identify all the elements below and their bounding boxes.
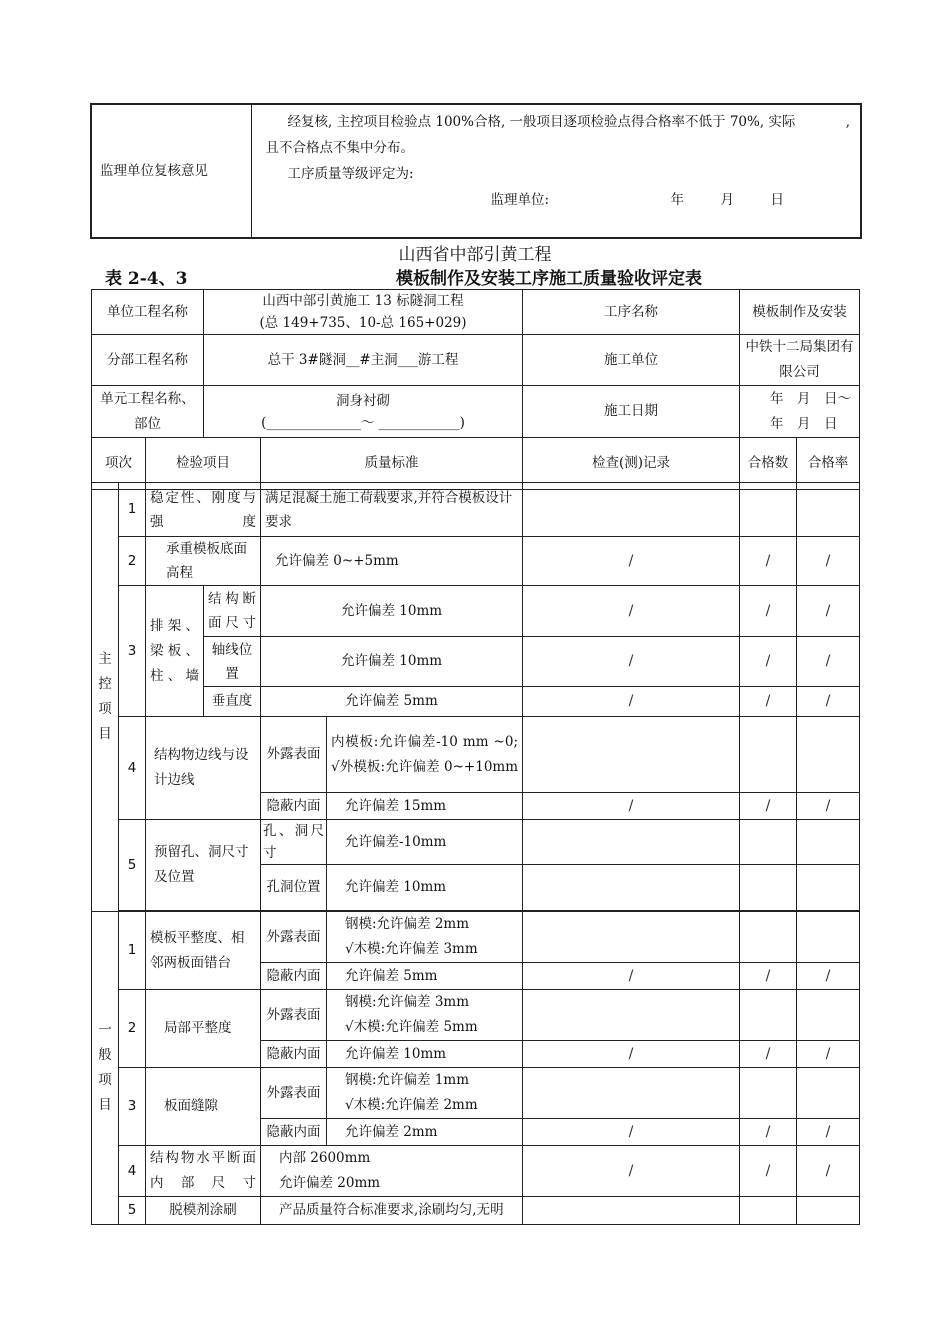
col-item-no: 项次 bbox=[92, 438, 146, 490]
col-record: 检查(测)记录 bbox=[523, 438, 740, 490]
mc-3-sub-3-rate: / bbox=[797, 687, 860, 717]
mc-4-sub-1-record bbox=[523, 717, 740, 793]
mc-1-rate bbox=[797, 483, 860, 537]
review-line3: 工序质量等级评定为: bbox=[287, 166, 414, 182]
unit-project-value bbox=[204, 290, 523, 335]
mc-2-no: 2 bbox=[119, 537, 146, 586]
gi-1-sub-1-rate bbox=[797, 912, 860, 963]
mc-5-sub-2-rate bbox=[797, 865, 860, 911]
mc-5-sub-1-count bbox=[740, 820, 797, 865]
mc-2-item: 承重模板底面高程 bbox=[146, 537, 261, 586]
col-quality-standard: 质量标准 bbox=[261, 438, 523, 490]
gi-2-no: 2 bbox=[119, 990, 146, 1068]
gi-5-count bbox=[740, 1197, 797, 1225]
gi-2-sub-2-name: 隐蔽内面 bbox=[261, 1041, 327, 1068]
gi-3-sub-1-count bbox=[740, 1068, 797, 1119]
gi-4-count: / bbox=[740, 1146, 797, 1197]
gi-2-item: 局部平整度 bbox=[146, 990, 261, 1068]
gi-5-record bbox=[523, 1197, 740, 1225]
contractor-value: 中铁十二局集团有限公司 bbox=[740, 335, 860, 386]
review-month: 月 bbox=[720, 192, 734, 208]
mc-1-standard: 满足混凝土施工荷载要求,并符合模板设计要求 bbox=[261, 483, 523, 537]
gi-2-sub-1-rate bbox=[797, 990, 860, 1041]
table-code: 表 2-4、3 bbox=[105, 269, 188, 289]
gi-3-sub-1-name: 外露表面 bbox=[261, 1068, 327, 1119]
gi-1-sub-2-standard: 允许偏差 5mm bbox=[327, 963, 523, 990]
mc-3-sub-1-count: / bbox=[740, 586, 797, 637]
table-row bbox=[92, 717, 860, 793]
mc-1-item: 稳定性、刚度与强度 bbox=[146, 483, 261, 537]
gi-3-sub-1-standard: 钢模:允许偏差 1mm √木模:允许偏差 2mm bbox=[327, 1068, 523, 1119]
mc-5-sub-1-rate bbox=[797, 820, 860, 865]
review-content bbox=[251, 104, 861, 238]
gi-4-no: 4 bbox=[119, 1146, 146, 1197]
mc-3-sub-2-standard: 允许偏差 10mm bbox=[261, 637, 523, 687]
mc-3-sub-1-name: 结构断面尺寸 bbox=[204, 586, 261, 637]
gi-1-no: 1 bbox=[119, 912, 146, 990]
gi-1-sub-1-record bbox=[523, 912, 740, 963]
mc-4-sub-2-standard: 允许偏差 15mm bbox=[327, 793, 523, 820]
project-title: 山西省中部引黄工程 bbox=[398, 245, 552, 265]
mc-5-sub-2-standard: 允许偏差 10mm bbox=[327, 865, 523, 911]
gi-5-item: 脱模剂涂刷 bbox=[146, 1197, 261, 1225]
mc-4-sub-1-count bbox=[740, 717, 797, 793]
division-label: 分部工程名称 bbox=[92, 335, 204, 386]
mc-5-sub-2-count bbox=[740, 865, 797, 911]
review-label: 监理单位复核意见 bbox=[91, 104, 251, 238]
table-row bbox=[92, 990, 860, 1041]
info-row-division bbox=[92, 335, 860, 386]
gi-3-sub-1-record bbox=[523, 1068, 740, 1119]
mc-2-record: / bbox=[523, 537, 740, 586]
general-group-label: 一 般 项 目 bbox=[92, 912, 119, 1225]
gi-2-sub-1-record bbox=[523, 990, 740, 1041]
mc-3-sub-2-rate: / bbox=[797, 637, 860, 687]
gi-1-sub-1-name: 外露表面 bbox=[261, 912, 327, 963]
mc-2-count: / bbox=[740, 537, 797, 586]
review-line2: 且不合格点不集中分布。 bbox=[265, 140, 414, 156]
main-control-group-label: 主 控 项 目 bbox=[92, 483, 119, 912]
mc-3-sub-2-name: 轴线位置 bbox=[204, 637, 261, 687]
mc-5-sub-2-record bbox=[523, 865, 740, 911]
col-qualified-count: 合格数 bbox=[740, 438, 797, 490]
mc-3-sub-2-record: / bbox=[523, 637, 740, 687]
gi-3-item: 板面缝隙 bbox=[146, 1068, 261, 1146]
date-label: 施工日期 bbox=[523, 386, 740, 438]
mc-5-sub-1-standard: 允许偏差-10mm bbox=[327, 820, 523, 865]
element-label: 单元工程名称、部位 bbox=[92, 386, 204, 438]
gi-3-no: 3 bbox=[119, 1068, 146, 1146]
mc-4-sub-2-rate: / bbox=[797, 793, 860, 820]
unit-project-value-1: 山西中部引黄施工 13 标隧洞工程 bbox=[262, 293, 464, 309]
element-value-2: (______________～ ____________) bbox=[261, 414, 465, 431]
table-row bbox=[92, 1197, 860, 1225]
review-year: 年 bbox=[670, 192, 684, 208]
contractor-label: 施工单位 bbox=[523, 335, 740, 386]
gi-1-sub-2-name: 隐蔽内面 bbox=[261, 963, 327, 990]
element-value bbox=[204, 386, 523, 438]
mc-5-sub-1-record bbox=[523, 820, 740, 865]
element-value-1: 洞身衬砌 bbox=[336, 392, 390, 409]
gi-1-sub-2-rate: / bbox=[797, 963, 860, 990]
mc-4-sub-1-name: 外露表面 bbox=[261, 717, 327, 793]
gi-5-no: 5 bbox=[119, 1197, 146, 1225]
mc-4-item: 结构物边线与设计边线 bbox=[146, 717, 261, 820]
date-value: 年 月 日～ 年 月 日 bbox=[740, 386, 860, 438]
mc-4-sub-1-standard: 内模板:允许偏差-10 mm ~0;√外模板:允许偏差 0~+10mm bbox=[327, 717, 523, 793]
mc-1-record bbox=[523, 483, 740, 537]
process-name-value: 模板制作及安装 bbox=[740, 290, 860, 335]
gi-2-sub-2-count: / bbox=[740, 1041, 797, 1068]
gi-3-sub-2-standard: 允许偏差 2mm bbox=[327, 1119, 523, 1146]
mc-3-sub-1-standard: 允许偏差 10mm bbox=[261, 586, 523, 637]
col-pass-rate: 合格率 bbox=[797, 438, 860, 490]
process-name-label: 工序名称 bbox=[523, 290, 740, 335]
mc-1-no: 1 bbox=[119, 483, 146, 537]
review-sign-label: 监理单位: bbox=[490, 192, 550, 208]
table-row bbox=[92, 912, 860, 963]
inspection-body-table bbox=[91, 482, 860, 1225]
table-row bbox=[92, 483, 860, 537]
gi-2-sub-2-rate: / bbox=[797, 1041, 860, 1068]
mc-3-sub-3-name: 垂直度 bbox=[204, 687, 261, 717]
gi-4-standard: 内部 2600mm 允许偏差 20mm bbox=[261, 1146, 523, 1197]
table-row bbox=[92, 586, 860, 637]
gi-3-sub-2-rate: / bbox=[797, 1119, 860, 1146]
mc-5-item: 预留孔、洞尺寸及位置 bbox=[146, 820, 261, 911]
supervision-review-table bbox=[90, 103, 862, 239]
review-line1: 经复核, 主控项目检验点 100%合格, 一般项目逐项检验点得合格率不低于 70%, 实际 bbox=[287, 114, 796, 130]
unit-project-value-2: (总 149+735、10-总 165+029) bbox=[259, 315, 467, 331]
mc-4-no: 4 bbox=[119, 717, 146, 820]
inspection-table bbox=[91, 289, 865, 490]
gi-2-sub-1-count bbox=[740, 990, 797, 1041]
gi-5-rate bbox=[797, 1197, 860, 1225]
gi-2-sub-2-standard: 允许偏差 10mm bbox=[327, 1041, 523, 1068]
gi-2-sub-1-name: 外露表面 bbox=[261, 990, 327, 1041]
mc-1-count bbox=[740, 483, 797, 537]
mc-3-no: 3 bbox=[119, 586, 146, 717]
gi-2-sub-2-record: / bbox=[523, 1041, 740, 1068]
table-row bbox=[92, 820, 860, 865]
mc-4-sub-2-name: 隐蔽内面 bbox=[261, 793, 327, 820]
gi-3-sub-1-rate bbox=[797, 1068, 860, 1119]
review-line1-end: , bbox=[845, 114, 850, 130]
division-value: 总干 3#隧洞__#主洞___游工程 bbox=[204, 335, 523, 386]
mc-3-sub-3-count: / bbox=[740, 687, 797, 717]
mc-5-no: 5 bbox=[119, 820, 146, 911]
gi-1-sub-1-standard: 钢模:允许偏差 2mm √木模:允许偏差 3mm bbox=[327, 912, 523, 963]
mc-2-rate: / bbox=[797, 537, 860, 586]
mc-3-sub-1-rate: / bbox=[797, 586, 860, 637]
table-title: 模板制作及安装工序施工质量验收评定表 bbox=[396, 269, 702, 289]
table-row bbox=[92, 1068, 860, 1119]
mc-4-sub-1-rate bbox=[797, 717, 860, 793]
unit-project-label: 单位工程名称 bbox=[92, 290, 204, 335]
mc-3-item: 排架、梁板、柱、墙 bbox=[146, 586, 204, 717]
gi-1-item: 模板平整度、相邻两板面错台 bbox=[146, 912, 261, 990]
info-row-unit bbox=[92, 290, 860, 335]
table-row bbox=[92, 1146, 860, 1197]
gi-1-sub-2-count: / bbox=[740, 963, 797, 990]
table-row bbox=[92, 537, 860, 586]
gi-3-sub-2-name: 隐蔽内面 bbox=[261, 1119, 327, 1146]
gi-3-sub-2-record: / bbox=[523, 1119, 740, 1146]
mc-4-sub-2-record: / bbox=[523, 793, 740, 820]
mc-5-sub-2-name: 孔洞位置 bbox=[261, 865, 327, 911]
gi-4-record: / bbox=[523, 1146, 740, 1197]
mc-3-sub-3-record: / bbox=[523, 687, 740, 717]
mc-3-sub-1-record: / bbox=[523, 586, 740, 637]
info-row-element bbox=[92, 386, 860, 438]
mc-2-standard: 允许偏差 0~+5mm bbox=[261, 537, 523, 586]
gi-4-item: 结构物水平断面内部尺寸 bbox=[146, 1146, 261, 1197]
gi-1-sub-2-record: / bbox=[523, 963, 740, 990]
table-row bbox=[92, 637, 860, 687]
col-inspection-item: 检验项目 bbox=[146, 438, 261, 490]
mc-4-sub-2-count: / bbox=[740, 793, 797, 820]
gi-4-rate: / bbox=[797, 1146, 860, 1197]
mc-3-sub-2-count: / bbox=[740, 637, 797, 687]
gi-3-sub-2-count: / bbox=[740, 1119, 797, 1146]
table-row bbox=[92, 687, 860, 717]
gi-2-sub-1-standard: 钢模:允许偏差 3mm √木模:允许偏差 5mm bbox=[327, 990, 523, 1041]
mc-3-sub-3-standard: 允许偏差 5mm bbox=[261, 687, 523, 717]
review-day: 日 bbox=[770, 192, 784, 208]
mc-5-sub-1-name: 孔、洞尺寸 bbox=[261, 820, 327, 865]
gi-1-sub-1-count bbox=[740, 912, 797, 963]
gi-5-standard: 产品质量符合标准要求,涂刷均匀,无明 bbox=[261, 1197, 523, 1225]
